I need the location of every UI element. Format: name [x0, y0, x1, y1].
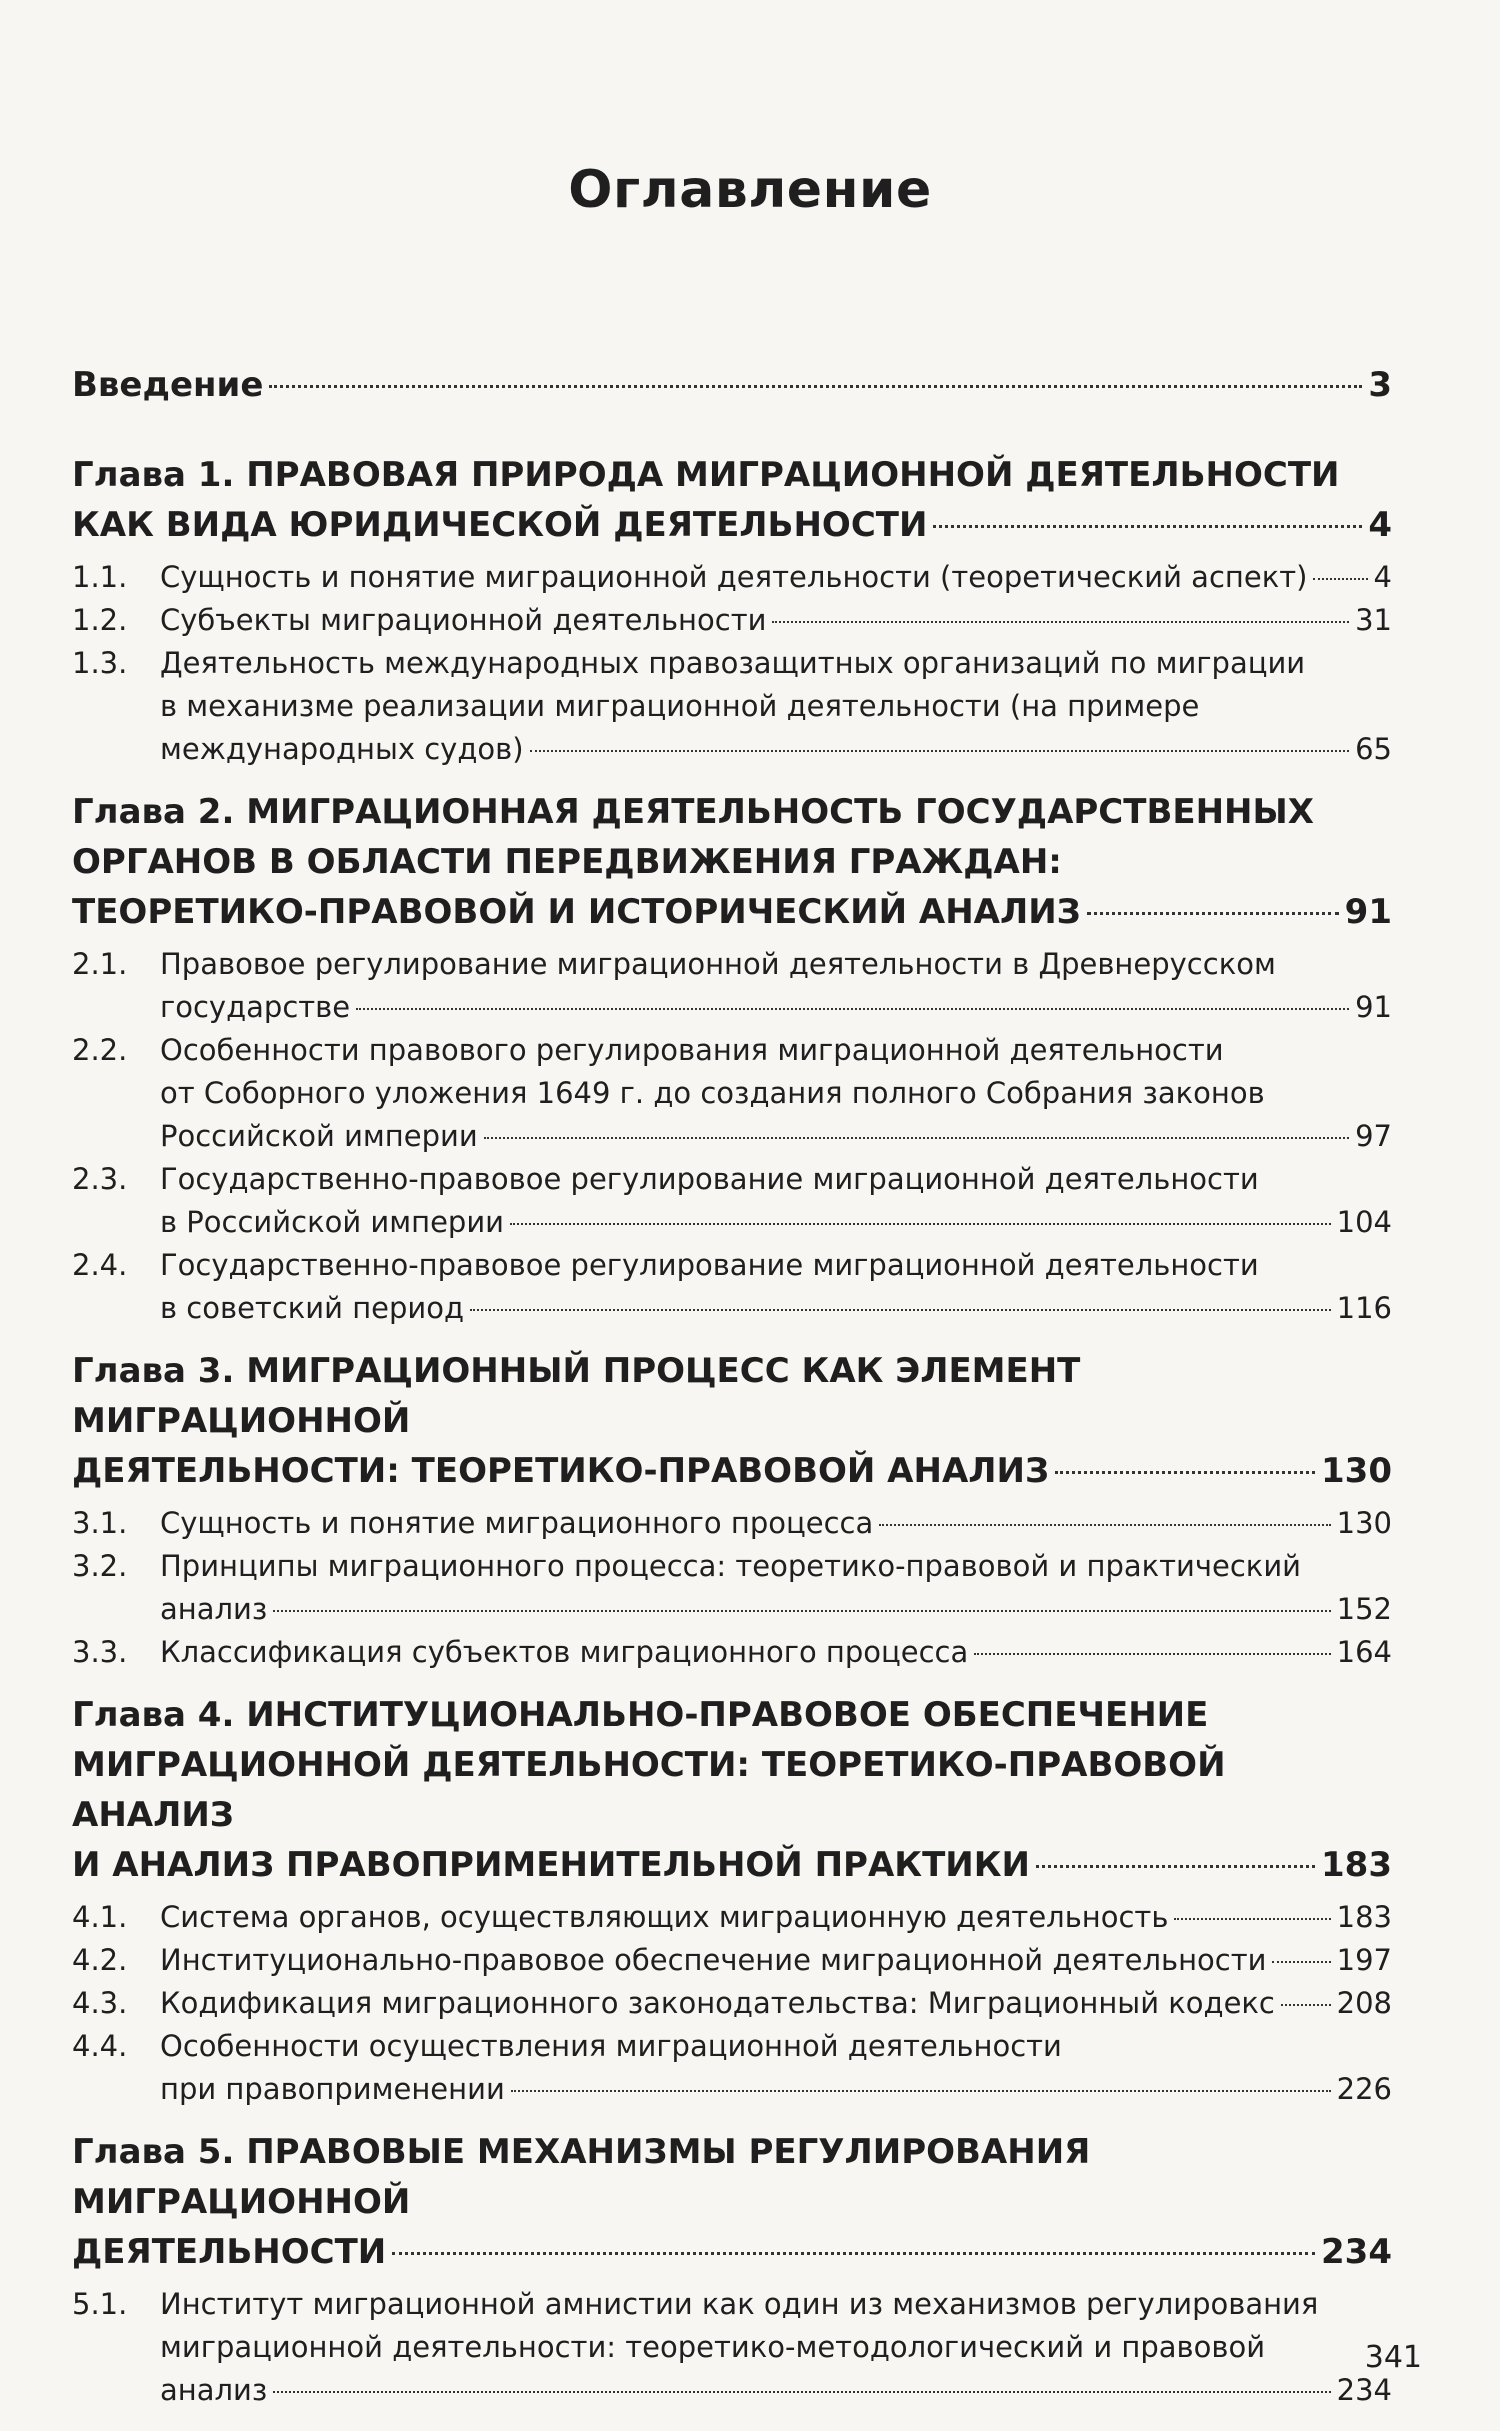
section-title-line: Государственно-правовое регулирование миграционной деятельности	[160, 1162, 1259, 1196]
leader-dots	[484, 1137, 1349, 1139]
chapter-page: 4	[1368, 505, 1392, 545]
section-entry[interactable]	[72, 1939, 1392, 1982]
leader-dots	[1174, 1918, 1330, 1920]
leader-dots	[1087, 912, 1339, 915]
chapter-entry[interactable]	[72, 450, 1392, 550]
section-page: 197	[1336, 1943, 1392, 1977]
chapter-page: 183	[1321, 1845, 1392, 1885]
section-title-line: в советский период	[160, 1291, 465, 1325]
chapter-page: 91	[1344, 892, 1392, 932]
toc-intro-label: Введение	[72, 365, 264, 405]
section-title-line: при правоприменении	[160, 2072, 505, 2106]
section-number: 2.1.	[72, 947, 128, 981]
chapter-title-line: ДЕЯТЕЛЬНОСТИ: ТЕОРЕТИКО-ПРАВОВОЙ АНАЛИЗ	[72, 1451, 1050, 1491]
section-page: 104	[1336, 1205, 1392, 1239]
leader-dots	[392, 2252, 1315, 2255]
leader-dots	[530, 750, 1350, 752]
leader-dots	[933, 525, 1362, 528]
chapter-title-line: ДЕЯТЕЛЬНОСТИ	[72, 2232, 387, 2272]
section-title-line: Классификация субъектов миграционного процесса	[160, 1635, 969, 1669]
leader-dots	[511, 2090, 1331, 2092]
section-entry[interactable]	[72, 1502, 1392, 1545]
section-number: 4.4.	[72, 2029, 128, 2063]
section-title-line: Принципы миграционного процесса: теоретико-правовой и практический	[160, 1549, 1302, 1583]
chapter-page: 234	[1321, 2232, 1392, 2272]
section-page: 65	[1355, 732, 1392, 766]
section-entry[interactable]	[72, 556, 1392, 599]
section-page: 130	[1336, 1506, 1392, 1540]
section-page: 4	[1373, 560, 1392, 594]
chapter-entry[interactable]	[72, 1346, 1392, 1496]
chapter-title-line: КАК ВИДА ЮРИДИЧЕСКОЙ ДЕЯТЕЛЬНОСТИ	[72, 505, 928, 545]
section-entry[interactable]	[72, 642, 1392, 771]
section-page: 183	[1336, 1900, 1392, 1934]
section-number: 5.1.	[72, 2287, 128, 2321]
section-number: 3.3.	[72, 1635, 128, 1669]
section-number: 4.1.	[72, 1900, 128, 1934]
leader-dots	[1313, 578, 1367, 580]
leader-dots	[1036, 1865, 1315, 1868]
section-entry[interactable]	[72, 1244, 1392, 1330]
section-title-line: Особенности осуществления миграционной деятельности	[160, 2029, 1062, 2063]
section-number: 4.3.	[72, 1986, 128, 2020]
section-number: 2.2.	[72, 1033, 128, 1067]
chapter-title-line: Глава 5. ПРАВОВЫЕ МЕХАНИЗМЫ РЕГУЛИРОВАНИЯ МИГРАЦИОННОЙ	[72, 2132, 1091, 2222]
section-title-line: Государственно-правовое регулирование миграционной деятельности	[160, 1248, 1259, 1282]
chapter-title-line: И АНАЛИЗ ПРАВОПРИМЕНИТЕЛЬНОЙ ПРАКТИКИ	[72, 1845, 1030, 1885]
chapter-entry[interactable]	[72, 787, 1392, 937]
chapter-title-line: Глава 4. ИНСТИТУЦИОНАЛЬНО-ПРАВОВОЕ ОБЕСПЕЧЕНИЕ	[72, 1695, 1209, 1735]
section-entry[interactable]	[72, 2025, 1392, 2111]
leader-dots	[273, 1610, 1330, 1612]
chapter-page: 130	[1321, 1451, 1392, 1491]
section-entry[interactable]	[72, 2283, 1392, 2412]
section-number: 3.1.	[72, 1506, 128, 1540]
section-entry[interactable]	[72, 1158, 1392, 1244]
section-title-line: Особенности правового регулирования миграционной деятельности	[160, 1033, 1224, 1067]
toc-intro[interactable]	[72, 360, 1392, 410]
section-title-line: Деятельность международных правозащитных организаций по миграции	[160, 646, 1306, 680]
chapter-title-line: Глава 1. ПРАВОВАЯ ПРИРОДА МИГРАЦИОННОЙ ДЕЯТЕЛЬНОСТИ	[72, 455, 1340, 495]
section-title-line: государстве	[160, 990, 351, 1024]
section-entry[interactable]	[72, 1631, 1392, 1674]
section-page: 31	[1355, 603, 1392, 637]
leader-dots	[356, 1008, 1349, 1010]
section-entry[interactable]	[72, 943, 1392, 1029]
section-title-line: Сущность и понятие миграционной деятельности (теоретический аспект)	[160, 560, 1308, 594]
section-number: 3.2.	[72, 1549, 128, 1583]
leader-dots	[1281, 2004, 1331, 2006]
leader-dots	[470, 1309, 1331, 1311]
section-entry[interactable]	[72, 1545, 1392, 1631]
chapter-title-line: ТЕОРЕТИКО-ПРАВОВОЙ И ИСТОРИЧЕСКИЙ АНАЛИЗ	[72, 892, 1081, 932]
leader-dots	[1272, 1961, 1330, 1963]
section-title-line: Институт миграционной амнистии как один из механизмов регулирования	[160, 2287, 1319, 2321]
section-page: 116	[1336, 1291, 1392, 1325]
leader-dots	[510, 1223, 1331, 1225]
section-title-line: международных судов)	[160, 732, 524, 766]
toc-intro-page: 3	[1368, 365, 1392, 405]
section-number: 2.4.	[72, 1248, 128, 1282]
section-title-line: миграционной деятельности: теоретико-методологический и правовой	[160, 2330, 1266, 2364]
section-title-line: анализ	[160, 1592, 268, 1626]
section-page: 234	[1336, 2373, 1392, 2407]
leader-dots	[772, 621, 1349, 623]
section-page: 91	[1355, 990, 1392, 1024]
section-entry[interactable]	[72, 1896, 1392, 1939]
leader-dots	[273, 2391, 1330, 2393]
section-page: 208	[1336, 1986, 1392, 2020]
section-page: 152	[1336, 1592, 1392, 1626]
section-title-line: Кодификация миграционного законодательства: Миграционный кодекс	[160, 1986, 1275, 2020]
section-entry[interactable]	[72, 1029, 1392, 1158]
page-title: Оглавление	[568, 160, 932, 220]
chapter-list	[72, 450, 1392, 2412]
chapter-title-line: ОРГАНОВ В ОБЛАСТИ ПЕРЕДВИЖЕНИЯ ГРАЖДАН:	[72, 842, 1062, 882]
section-title-line: Правовое регулирование миграционной деятельности в Древнерусском	[160, 947, 1276, 981]
leader-dots	[1055, 1471, 1315, 1474]
section-page: 226	[1336, 2072, 1392, 2106]
section-page: 97	[1355, 1119, 1392, 1153]
section-entry[interactable]	[72, 1982, 1392, 2025]
section-title-line: от Соборного уложения 1649 г. до создания полного Собрания законов	[160, 1076, 1265, 1110]
section-title-line: Институционально-правовое обеспечение миграционной деятельности	[160, 1943, 1267, 1977]
section-entry[interactable]	[72, 599, 1392, 642]
section-title-line: Российской империи	[160, 1119, 478, 1153]
chapter-title-line: Глава 2. МИГРАЦИОННАЯ ДЕЯТЕЛЬНОСТЬ ГОСУДАРСТВЕННЫХ	[72, 792, 1314, 832]
chapter-title-line: МИГРАЦИОННОЙ ДЕЯТЕЛЬНОСТИ: ТЕОРЕТИКО-ПРАВОВОЙ АНАЛИЗ	[72, 1745, 1226, 1835]
section-title-line: анализ	[160, 2373, 268, 2407]
section-number: 1.2.	[72, 603, 128, 637]
section-title-line: Сущность и понятие миграционного процесса	[160, 1506, 874, 1540]
section-number: 2.3.	[72, 1162, 128, 1196]
chapter-entry[interactable]	[72, 1690, 1392, 1890]
chapter-entry[interactable]	[72, 2127, 1392, 2277]
section-number: 1.3.	[72, 646, 128, 680]
section-title-line: в Российской империи	[160, 1205, 505, 1239]
chapter-title-line: Глава 3. МИГРАЦИОННЫЙ ПРОЦЕСС КАК ЭЛЕМЕНТ МИГРАЦИОННОЙ	[72, 1351, 1081, 1441]
leader-dots	[879, 1524, 1330, 1526]
section-title-line: в механизме реализации миграционной деятельности (на примере	[160, 689, 1200, 723]
section-number: 4.2.	[72, 1943, 128, 1977]
section-title-line: Субъекты миграционной деятельности	[160, 603, 767, 637]
table-of-contents	[72, 360, 1392, 2412]
section-title-line: Система органов, осуществляющих миграционную деятельность	[160, 1900, 1169, 1934]
section-number: 1.1.	[72, 560, 128, 594]
leader-dots	[974, 1653, 1330, 1655]
page-number: 341	[1364, 2340, 1422, 2375]
leader-dots	[269, 385, 1362, 388]
section-page: 164	[1336, 1635, 1392, 1669]
